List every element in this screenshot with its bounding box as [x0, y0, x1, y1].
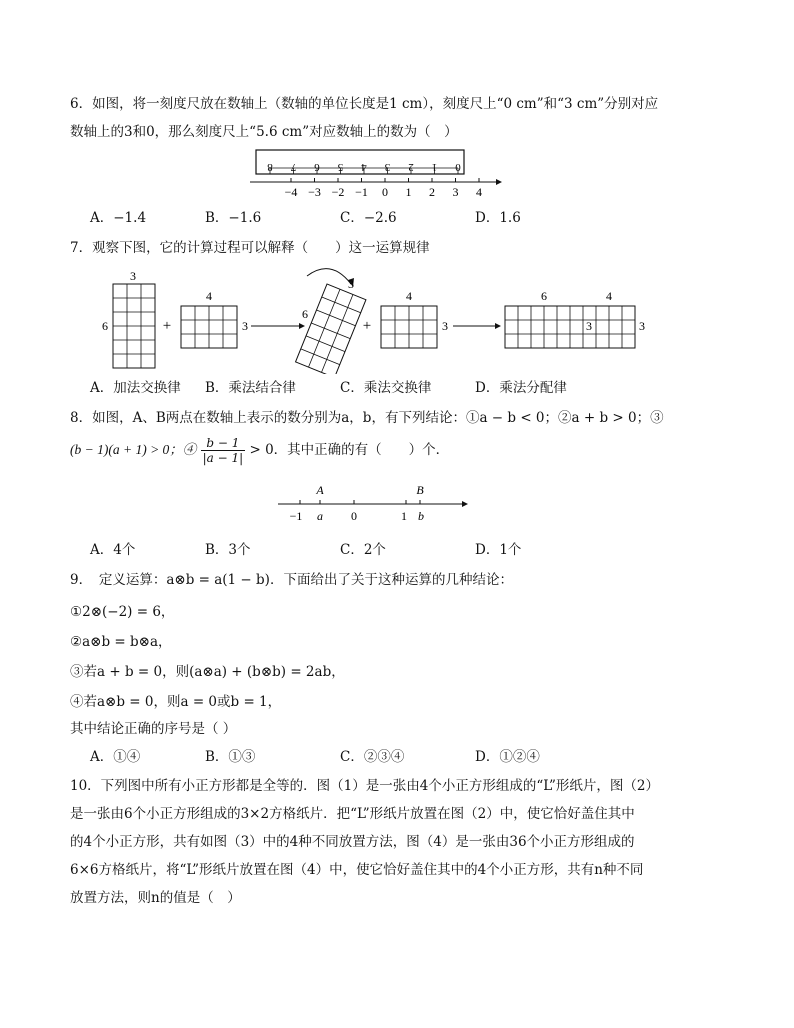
q8-option-d[interactable]: D．1个 — [475, 542, 522, 558]
axis-label: −4 — [284, 185, 298, 199]
q7-option-b[interactable]: B．乘法结合律 — [205, 380, 296, 396]
q6-option-c[interactable]: C．−2.6 — [340, 210, 397, 226]
q10-line2: 是一张由6个小正方形组成的3×2方格纸片．把“L”形纸片放置在图（2）中，使它恰好盖住其中 — [70, 806, 635, 822]
grid-rotated — [296, 284, 366, 374]
ruler-label: 2 — [408, 161, 414, 173]
g1-top-label: 3 — [130, 269, 136, 283]
ruler-label: 1 — [431, 161, 438, 173]
q8-fraction-num: b − 1 — [201, 436, 246, 451]
g4-top-label: 4 — [406, 289, 412, 303]
g5-top-label-b: 4 — [606, 289, 612, 303]
q7-figure — [95, 262, 655, 374]
g2-top-label: 4 — [206, 289, 212, 303]
q9-option-a[interactable]: A．①④ — [90, 749, 141, 765]
q8-option-b[interactable]: B．3个 — [205, 542, 251, 558]
q8-fraction-den: |a − 1| — [202, 451, 244, 465]
q10-line3: 的4个小正方形，共有如图（3）中的4种不同放置方法，图（4）是一张由36个小正方形组成的 — [70, 834, 635, 850]
q8-option-c[interactable]: C．2个 — [340, 542, 386, 558]
q8-option-a[interactable]: A．4个 — [90, 542, 136, 558]
point-a-label: A — [316, 483, 324, 497]
g5-right-label: 3 — [639, 319, 645, 333]
tick-a: a — [317, 509, 323, 523]
q8-line2-a: (b − 1)(a + 1) > 0；④ — [70, 442, 197, 457]
g5-mid-label: 3 — [586, 319, 592, 333]
q10-line4: 6×6方格纸片，将“L”形纸片放置在图（4）中，使它恰好盖住其中的4个小正方形，共有n种不同 — [70, 862, 644, 878]
ruler-label: 8 — [267, 161, 273, 173]
g4-right-label: 3 — [442, 319, 448, 333]
q6-line1: 6．如图，将一刻度尺放在数轴上（数轴的单位长度是1 cm），刻度尺上“0 cm”和“3 cm”分别对应 — [70, 96, 659, 112]
point-b-label: B — [416, 483, 424, 497]
q9-conclusion-1: ①2⊗(−2) = 6， — [70, 604, 175, 620]
q8-line2 — [70, 436, 449, 465]
tick-one: 1 — [401, 509, 407, 523]
ruler-label: 5 — [337, 161, 344, 173]
q6-line2: 数轴上的3和0，那么刻度尺上“5.6 cm”对应数轴上的数为（ ） — [70, 124, 458, 140]
q9-conclusion-3: ③若a + b = 0，则(a⊗a) + (b⊗b) = 2ab， — [70, 664, 345, 680]
q9-conclusion-4: ④若a⊗b = 0，则a = 0或b = 1， — [70, 694, 282, 710]
grid-4x3-b — [381, 306, 437, 348]
ruler-label: 0 — [455, 161, 461, 173]
tick-zero: 0 — [351, 509, 357, 523]
rotation-arrow — [307, 269, 351, 284]
g3-top-label: 3 — [348, 277, 354, 291]
q6-ruler-figure — [240, 146, 510, 202]
tick-b: b — [418, 509, 424, 523]
axis-label: 1 — [405, 185, 412, 199]
plus-sign-1: + — [162, 318, 172, 334]
q9-option-d[interactable]: D．①②④ — [475, 749, 540, 765]
axis-label: −3 — [308, 185, 321, 199]
ruler-label: 4 — [361, 161, 367, 173]
q7-line1: 7．观察下图，它的计算过程可以解释（ ）这一运算规律 — [70, 240, 430, 256]
grid-4x3 — [181, 306, 237, 348]
q7-option-d[interactable]: D．乘法分配律 — [475, 380, 567, 396]
q10-line5: 放置方法，则n的值是（ ） — [70, 890, 241, 906]
q6-option-a[interactable]: A．−1.4 — [90, 210, 147, 226]
q7-option-c[interactable]: C．乘法交换律 — [340, 380, 432, 396]
ruler-label: 7 — [290, 161, 297, 173]
q9-option-b[interactable]: B．①③ — [205, 749, 256, 765]
axis-arrow — [496, 179, 502, 185]
g2-right-label: 3 — [242, 319, 248, 333]
g3-left-label: 6 — [302, 307, 308, 321]
axis-label: −2 — [331, 185, 345, 199]
ruler-label: 6 — [314, 161, 320, 173]
q8-fraction — [201, 436, 246, 465]
axis-label: −1 — [355, 185, 368, 199]
grid-10x3 — [505, 306, 635, 348]
q8-line1: 8．如图，A、B两点在数轴上表示的数分别为a，b，有下列结论：①a − b < 0；②a + b > 0；③ — [70, 410, 664, 426]
axis-label: 0 — [382, 185, 388, 199]
q9-ask: 其中结论正确的序号是（ ） — [70, 721, 237, 737]
grid-3x6 — [113, 284, 155, 368]
g1-left-label: 6 — [102, 319, 108, 333]
ruler-label: 3 — [384, 161, 391, 173]
q9-conclusion-2: ②a⊗b = b⊗a， — [70, 634, 172, 650]
q10-line1: 10．下列图中所有小正方形都是全等的．图（1）是一张由4个小正方形组成的“L”形纸片，图（2） — [70, 778, 659, 794]
axis-label: 4 — [476, 185, 482, 199]
q6-option-d[interactable]: D．1.6 — [475, 210, 521, 226]
q8-line2-b: > 0．其中正确的有（ ）个． — [249, 442, 450, 458]
q9-line1: 9． 定义运算：a⊗b = a(1 − b)．下面给出了关于这种运算的几种结论： — [70, 572, 513, 588]
q8-number-line — [274, 480, 474, 528]
q9-option-c[interactable]: C．②③④ — [340, 749, 405, 765]
plus-sign-2: + — [362, 318, 372, 334]
q7-option-a[interactable]: A．加法交换律 — [90, 380, 181, 396]
axis-label: 2 — [429, 185, 435, 199]
q6-option-b[interactable]: B．−1.6 — [205, 210, 262, 226]
tick-neg1: −1 — [289, 509, 303, 523]
g5-top-label-a: 6 — [541, 289, 547, 303]
axis-label: 3 — [452, 185, 459, 199]
